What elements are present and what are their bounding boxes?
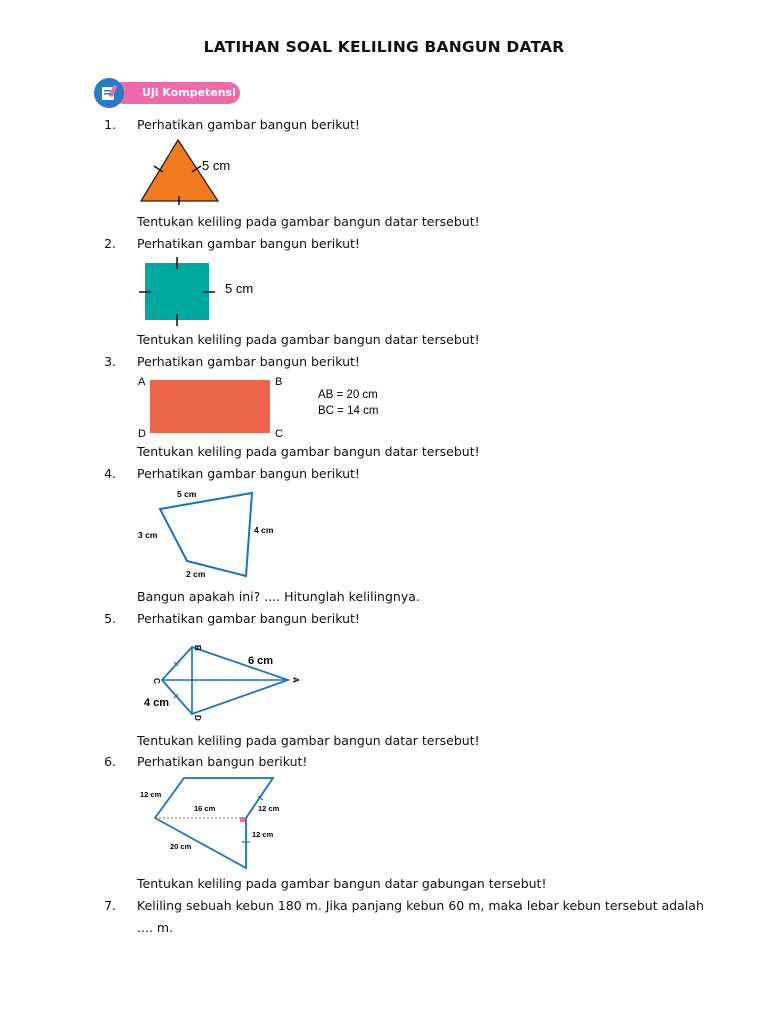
question-3-followup: Tentukan keliling pada gambar bangun datar tersebut! xyxy=(137,444,480,459)
question-4-followup: Bangun apakah ini? .... Hitunglah kelilingnya. xyxy=(137,589,420,604)
triangle-figure xyxy=(135,135,245,207)
quad-top-label: 5 cm xyxy=(177,489,197,499)
question-3-prompt: Perhatikan gambar bangun berikut! xyxy=(137,354,360,369)
rectangle-bc-label: BC = 14 cm xyxy=(318,405,379,417)
question-2-number: 2. xyxy=(104,236,116,251)
question-5-prompt: Perhatikan gambar bangun berikut! xyxy=(137,611,360,626)
kite-vertex-a: A xyxy=(291,677,300,683)
question-4-number: 4. xyxy=(104,466,116,481)
question-1-number: 1. xyxy=(104,117,116,132)
kite-vertex-b: B xyxy=(193,645,202,651)
rectangle-vertex-b: B xyxy=(275,376,283,388)
square-side-label: 5 cm xyxy=(225,281,254,296)
quadrilateral-figure xyxy=(135,485,295,585)
kite-vertex-d: D xyxy=(193,715,202,721)
question-6-followup: Tentukan keliling pada gambar bangun datar gabungan tersebut! xyxy=(137,876,547,891)
composite-bottom-label: 20 cm xyxy=(170,842,192,851)
composite-figure xyxy=(136,774,296,874)
rectangle-vertex-d: D xyxy=(138,428,146,440)
question-7-followup: .... m. xyxy=(137,920,174,935)
question-6-number: 6. xyxy=(104,754,116,769)
triangle-side-label: 5 cm xyxy=(202,158,231,173)
badge-label: Uji Kompetensi xyxy=(112,82,240,104)
composite-right-top-label: 12 cm xyxy=(258,804,280,813)
question-5-number: 5. xyxy=(104,611,116,626)
rectangle-vertex-c: C xyxy=(275,428,283,440)
question-3-number: 3. xyxy=(104,354,116,369)
quad-left-label: 3 cm xyxy=(138,530,158,540)
composite-middle-label: 16 cm xyxy=(194,804,216,813)
kite-short-side-label: 4 cm xyxy=(144,697,170,709)
square-figure xyxy=(138,255,268,327)
question-6-prompt: Perhatikan bangun berikut! xyxy=(137,754,308,769)
composite-right-bottom-label: 12 cm xyxy=(252,830,274,839)
question-4-prompt: Perhatikan gambar bangun berikut! xyxy=(137,466,360,481)
quad-right-label: 4 cm xyxy=(254,525,274,535)
kite-figure xyxy=(140,632,310,727)
composite-top-left-label: 12 cm xyxy=(140,790,162,799)
rectangle-ab-label: AB = 20 cm xyxy=(318,389,378,401)
book-icon xyxy=(94,78,124,108)
question-2-prompt: Perhatikan gambar bangun berikut! xyxy=(137,236,360,251)
kite-vertex-c: C xyxy=(152,678,161,684)
question-5-followup: Tentukan keliling pada gambar bangun datar tersebut! xyxy=(137,733,480,748)
rectangle-vertex-a: A xyxy=(138,376,146,388)
question-7-number: 7. xyxy=(104,898,116,913)
uji-kompetensi-badge xyxy=(94,78,242,108)
quad-bottom-label: 2 cm xyxy=(186,569,206,579)
page-title: LATIHAN SOAL KELILING BANGUN DATAR xyxy=(203,38,565,56)
rectangle-figure xyxy=(136,372,396,442)
question-7-prompt: Keliling sebuah kebun 180 m. Jika panjang kebun 60 m, maka lebar kebun tersebut adalah xyxy=(137,898,704,913)
question-1-prompt: Perhatikan gambar bangun berikut! xyxy=(137,117,360,132)
kite-long-side-label: 6 cm xyxy=(248,655,274,667)
question-2-followup: Tentukan keliling pada gambar bangun datar tersebut! xyxy=(137,332,480,347)
question-1-followup: Tentukan keliling pada gambar bangun datar tersebut! xyxy=(137,214,480,229)
